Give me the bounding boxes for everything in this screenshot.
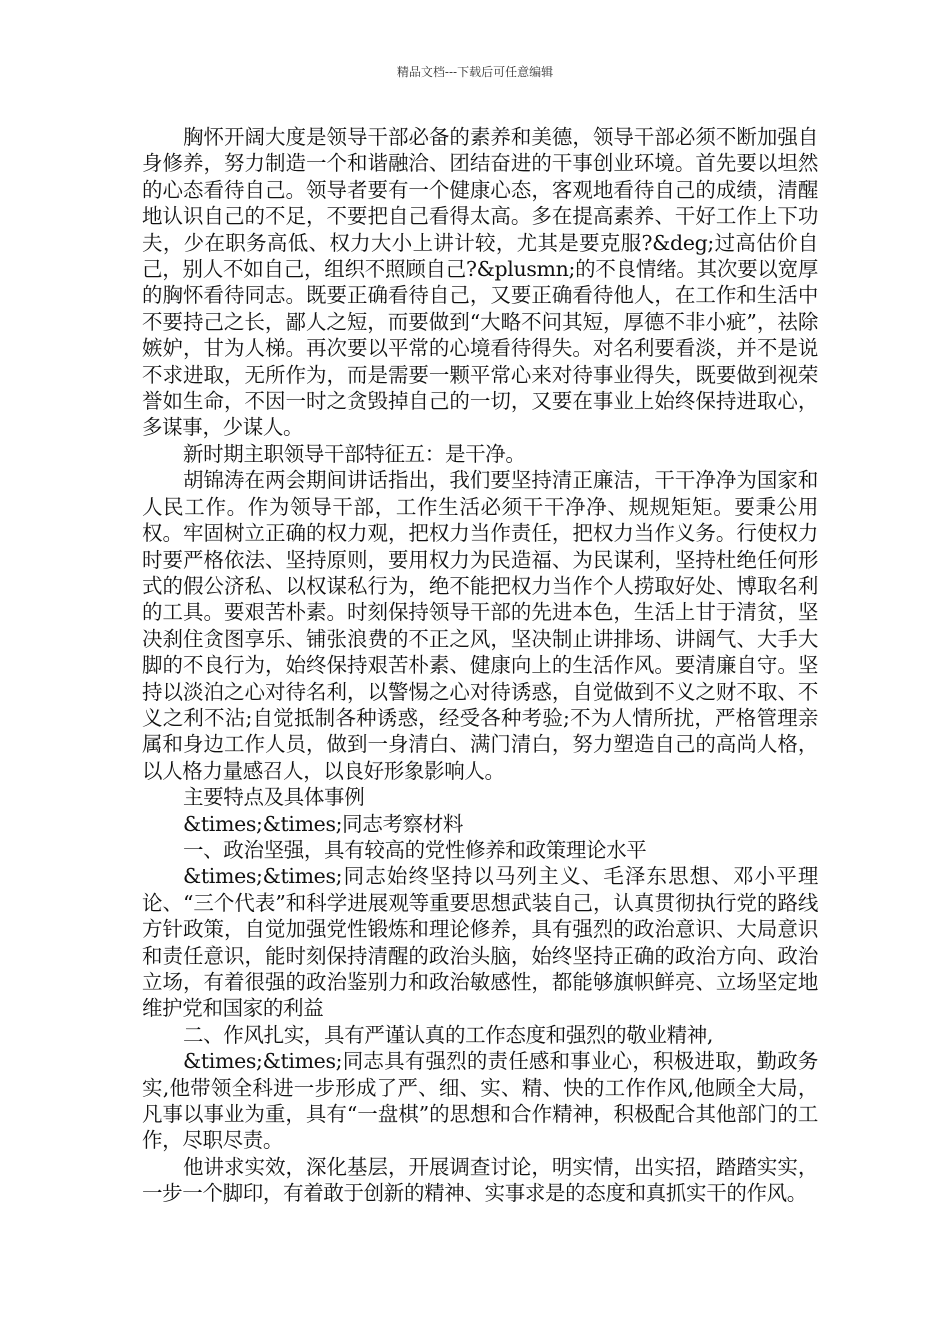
paragraph-6: 一、政治坚强，具有较高的党性修养和政策理论水平 (183, 837, 647, 862)
paragraph-4: 主要特点及具体事例 (183, 785, 365, 810)
paragraph-2: 新时期主职领导干部特征五：是干净。 (183, 441, 526, 466)
paragraph-10: 他讲求实效，深化基层，开展调查讨论，明实情，出实招，踏踏实实，一步一个脚印，有着敢于创新的精神、实事求是的态度和真抓实干的作风。 (142, 1154, 818, 1206)
document-body (142, 124, 818, 1207)
paragraph-8: 二、作风扎实，具有严谨认真的工作态度和强烈的敬业精神, (183, 1022, 714, 1047)
paragraph-1: 胸怀开阔大度是领导干部必备的素养和美德，领导干部必须不断加强自身修养，努力制造一个和谐融洽、团结奋进的干事创业环境。首先要以坦然的心态看待自己。领导者要有一个健康心态，客观地看待自己的成绩，清醒地认识自己的不足，不要把自己看得太高。多在提高素养、干好工作上下功夫，少在职务高低、权力大小上讲计较，尤其是要克服?&deg;过高估价自己，别人不如自己，组织不照顾自己?&plusmn;的不良情绪。其次要以宽厚的胸怀看待同志。既要正确看待自己，又要正确看待他人，在工作和生活中不要持己之长，鄙人之短，而要做到“大略不问其短，厚德不非小疵”，祛除嫉妒，甘为人梯。再次要以平常的心境看待得失。对名利要看淡，并不是说不求进取，无所作为，而是需要一颗平常心来对待事业得失，既要做到视荣誉如生命，不因一时之贪毁掉自己的一切，又要在事业上始终保持进取心，多谋事，少谋人。 (142, 125, 818, 440)
paragraph-9: &times;&times;同志具有强烈的责任感和事业心，积极进取，勤政务实,他带领全科进一步形成了严、细、实、精、快的工作作风,他顾全大局，凡事以事业为重，具有“一盘棋”的思想和合作精神，积极配合其他部门的工作，尽职尽责。 (142, 1049, 818, 1153)
paragraph-5: &times;&times;同志考察材料 (183, 811, 464, 836)
paragraph-7: &times;&times;同志始终坚持以马列主义、毛泽东思想、邓小平理论、“三个代表”和科学进展观等重要思想武装自己，认真贯彻执行党的路线方针政策，自觉加强党性锻炼和理论修养，具有强烈的政治意识、大局意识和责任意识，能时刻保持清醒的政治头脑，始终坚持正确的政治方向、政治立场，有着很强的政治鉴别力和政治敏感性，都能够旗帜鲜亮、立场坚定地维护党和国家的利益 (142, 864, 818, 1021)
page-header: 精品文档---下载后可任意编辑 (396, 65, 554, 79)
paragraph-3: 胡锦涛在两会期间讲话指出，我们要坚持清正廉洁，干干净净为国家和人民工作。作为领导干部，工作生活必须干干净净、规规矩矩。要秉公用权。牢固树立正确的权力观，把权力当作责任，把权力当作义务。行使权力时要严格依法、坚持原则，要用权力为民造福、为民谋利，坚持杜绝任何形式的假公济私、以权谋私行为，绝不能把权力当作个人捞取好处、博取名利的工具。要艰苦朴素。时刻保持领导干部的先进本色，生活上甘于清贫，坚决刹住贪图享乐、铺张浪费的不正之风，坚决制止讲排场、讲阔气、大手大脚的不良行为，始终保持艰苦朴素、健康向上的生活作风。要清廉自守。坚持以淡泊之心对待名利，以警惕之心对待诱惑，自觉做到不义之财不取、不义之利不沾;自觉抵制各种诱惑，经受各种考验;不为人情所扰，严格管理亲属和身边工作人员，做到一身清白、满门清白，努力塑造自己的高尚人格，以人格力量感召人，以良好形象影响人。 (142, 468, 818, 783)
